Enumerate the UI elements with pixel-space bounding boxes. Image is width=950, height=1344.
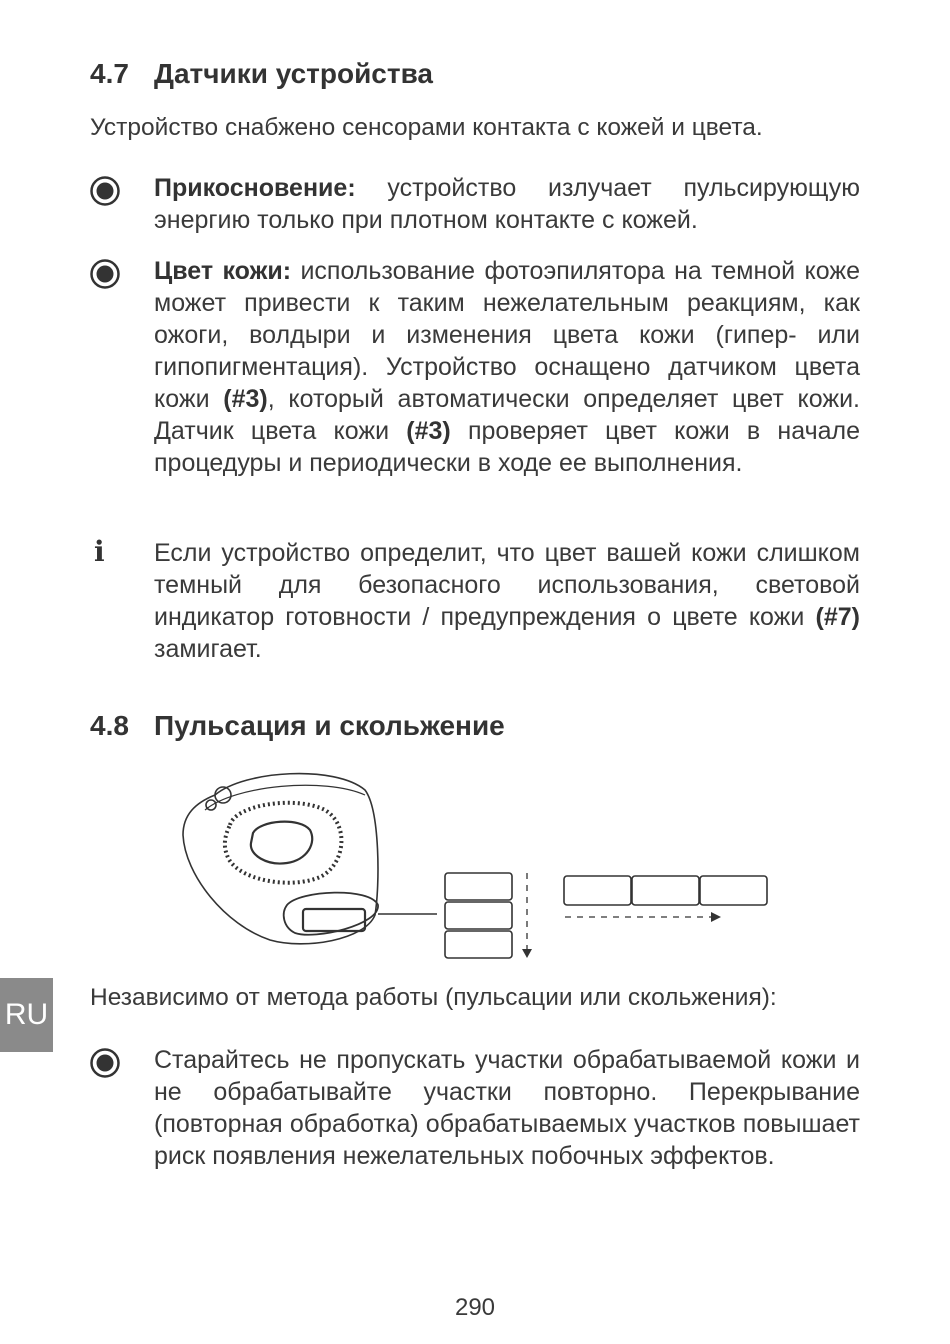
section-4-8-intro: Независимо от метода работы (пульсации или скольжения): [90, 984, 777, 1011]
section-number: 4.7 [90, 58, 129, 89]
bullet-body-part: , который автоматически определяет цвет кожи. Датчик цвета кожи [154, 385, 861, 445]
section-4-8-title [90, 710, 505, 742]
section-4-7-title [90, 58, 433, 90]
bullet-bold-term: Цвет кожи: [154, 257, 292, 285]
reference-7: (#7) [815, 603, 860, 631]
section-number: 4.8 [90, 710, 129, 741]
bullet-body-part: проверяет цвет кожи в начале процедуры и периодически в ходе ее выполнения. [154, 417, 860, 477]
section-4-7-intro: Устройство снабжено сенсорами контакта с кожей и цвета. [90, 114, 763, 141]
bullet-bold-term: Прикосновение: [154, 174, 356, 202]
target-bullet-icon [90, 259, 120, 289]
bullet-overlap [90, 1044, 860, 1172]
info-note [90, 537, 860, 665]
language-tab: RU [0, 978, 53, 1052]
section-title-text: Пульсация и скольжение [154, 710, 505, 741]
bullet-body: устройство излучает пульсирующую энергию только при плотном контакте с кожей. [154, 174, 860, 234]
bullet-body-part: использование фотоэпилятора на темной коже может привести к таким нежелательным реакциям, как ожоги, волдыри и изменения цвета кожи (гипер- или гипопигментация). Устройство оснащено датчиком цвета кожи [154, 257, 861, 413]
info-body-part: Если устройство определит, что цвет вашей кожи слишком темный для безопасного использования, световой индикатор готовности / предупреждения о цвете кожи [154, 539, 860, 631]
page-number: 290 [454, 1294, 496, 1321]
bullet-text: Старайтесь не пропускать участки обрабатываемой кожи и не обрабатывайте участки повторно. Перекрывание (повторная обработка) обрабатываемых участков повышает риск появления нежелательных побочных эффектов. [154, 1046, 860, 1170]
bullet-text [154, 255, 860, 479]
info-body-part: замигает. [154, 635, 262, 663]
section-title-text: Датчики устройства [154, 58, 433, 89]
bullet-text [154, 172, 860, 236]
device-pulse-glide-illustration [175, 765, 775, 965]
target-bullet-icon [90, 1048, 120, 1078]
bullet-skin-color [90, 255, 860, 479]
reference-3: (#3) [223, 385, 268, 413]
info-icon: i [94, 535, 105, 568]
bullet-touch [90, 172, 860, 236]
info-text [154, 537, 860, 665]
target-bullet-icon [90, 176, 120, 206]
reference-3: (#3) [406, 417, 451, 445]
